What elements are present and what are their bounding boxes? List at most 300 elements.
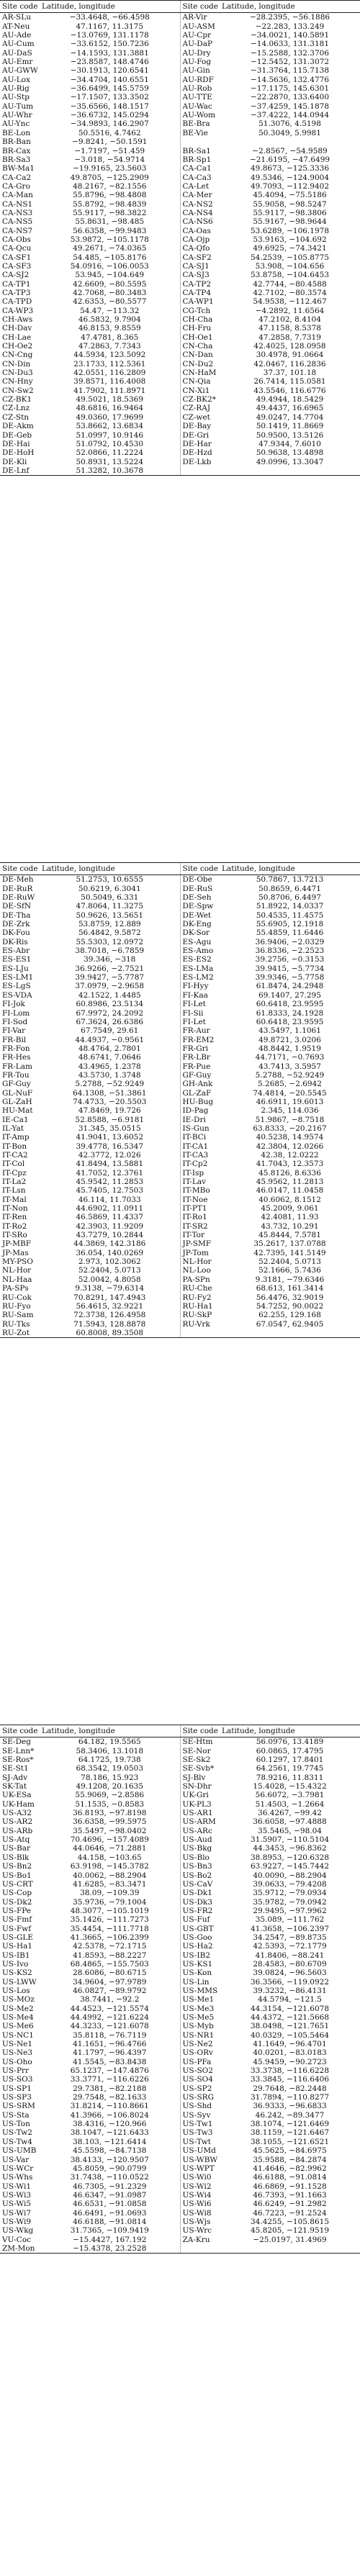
site-code-cell: SE-Deg: [2, 1737, 31, 1747]
site-code-cell: CN-Dan: [180, 351, 220, 359]
lat-lon-cell: 46.114, 11.7033: [78, 1195, 141, 1204]
lat-lon-cell: 50.4535, 11.4575: [256, 910, 324, 920]
site-code-cell: CN-HaM: [180, 369, 220, 377]
site-code-cell: CA-Obs: [2, 235, 31, 244]
table-row: [0, 2244, 360, 2254]
lat-lon-cell: 46.7393, −91.1663: [253, 2190, 327, 2200]
table-row: [0, 209, 360, 217]
lat-lon-cell: 49.8673, −125.3336: [251, 164, 329, 173]
site-code-cell: US-AR2: [2, 1817, 33, 1827]
lat-lon-cell: 41.7043, 12.3573: [256, 1160, 324, 1169]
site-code-cell: IT-La2: [2, 1178, 27, 1187]
lat-lon-cell: 52.8588, −6.9181: [75, 1115, 145, 1124]
site-code-cell: SE-Nor: [180, 1747, 220, 1755]
site-code-cell: US-Atq: [2, 1835, 30, 1845]
site-code-cell: US-Dk3: [180, 1898, 220, 1907]
table-row: [0, 1018, 360, 1026]
table-row: [0, 1311, 360, 1319]
site-code-cell: US-MOz: [2, 1995, 35, 2005]
table-row: [0, 324, 360, 333]
site-code-cell: DE-RuS: [180, 885, 220, 893]
site-code-cell: US-Wi4: [180, 2191, 220, 2200]
site-code-cell: DE-Akm: [2, 422, 34, 431]
site-code-cell: US-Wi8: [180, 2209, 220, 2218]
site-code-cell: US-Me2: [2, 2004, 34, 2013]
table-row: [0, 395, 360, 404]
lat-lon-cell: 41.3966, −106.8024: [70, 2110, 149, 2120]
lat-lon-cell: 55.9069, −2.8586: [75, 1791, 145, 1800]
site-code-cell: FR-Bil: [2, 1035, 27, 1044]
site-code-cell: DK-Ris: [2, 937, 28, 946]
lat-lon-cell: 47.2863, 7.7343: [78, 342, 141, 351]
table-row: [0, 1942, 360, 1951]
lat-lon-cell: 36.9266, −2.7521: [75, 964, 145, 973]
lat-lon-cell: 50.5049, 6.331: [81, 893, 139, 903]
lat-lon-cell: 67.7549, 29.61: [81, 1026, 139, 1036]
table-row: [0, 1737, 360, 1747]
lat-lon-cell: 45.8444, 7.5781: [258, 1231, 321, 1240]
table-row: [0, 964, 360, 973]
site-code-cell: BE-Vie: [180, 129, 220, 137]
lat-lon-cell: 51.4503, −1.2664: [255, 1799, 325, 1809]
lat-lon-cell: 5.2788, −52.9249: [255, 1070, 325, 1080]
table-row: [0, 280, 360, 289]
table-row: [0, 351, 360, 359]
table-row: [0, 875, 360, 885]
site-code-cell: IT-MBo: [180, 1186, 220, 1195]
site-code-cell: US-Fmf: [2, 1915, 32, 1925]
table-row: [0, 982, 360, 990]
site-code-cell: US-SRG: [180, 2093, 220, 2102]
site-code-cell: GH-Ank: [180, 1080, 220, 1088]
site-code-cell: US-PFa: [180, 2058, 220, 2066]
site-code-cell: US-WPT: [180, 2164, 220, 2173]
site-code-cell: US-Lin: [180, 1978, 220, 1987]
table-row: [0, 84, 360, 93]
table-row: [0, 1898, 360, 1907]
table-row: [0, 2013, 360, 2022]
lat-lon-cell: 40.0329, −105.5464: [251, 2030, 329, 2040]
table-row: [0, 1862, 360, 1871]
table-row: [0, 129, 360, 137]
site-code-cell: CA-Qcu: [2, 244, 32, 253]
lat-lon-cell: 35.5497, −98.0402: [73, 1826, 147, 1835]
lat-lon-cell: 42.38, 12.0222: [261, 1151, 319, 1160]
lat-lon-cell: 67.3624, 26.6386: [76, 1017, 143, 1026]
site-code-cell: US-Wrc: [180, 2226, 220, 2235]
site-code-cell: AU-GWW: [2, 66, 38, 76]
lat-lon-cell: 49.1208, 20.1635: [76, 1782, 143, 1791]
site-code-cell: IE-Ca1: [2, 1115, 29, 1124]
site-code-cell: NL-Haa: [2, 1275, 32, 1284]
lat-lon-cell: 39.0633, −79.4208: [253, 1879, 327, 1889]
table-row: [0, 2005, 360, 2013]
table-row: [0, 1782, 360, 1791]
site-code-cell: IT-Ren: [2, 1213, 27, 1222]
lat-lon-cell: 45.8205, −121.9519: [251, 2226, 329, 2236]
site-code-cell: IT-Cp2: [180, 1160, 220, 1168]
site-code-cell: CA-SF3: [2, 261, 32, 271]
site-code-cell: SJ-Blv: [180, 1773, 220, 1782]
lat-lon-cell: 39.2756, −0.3153: [255, 955, 325, 964]
site-code-cell: BE-Bra: [180, 119, 220, 128]
table-row: [0, 1809, 360, 1817]
site-code-cell: US-CaV: [180, 1880, 220, 1889]
table-row: [0, 1329, 360, 1338]
lat-lon-cell: 45.8126, 8.6336: [258, 1168, 321, 1178]
table-row: [0, 2111, 360, 2120]
lat-lon-header: Latitude, longitude: [220, 1725, 360, 1737]
table-row: [0, 2173, 360, 2182]
site-code-cell: US-Bar: [2, 1844, 30, 1853]
site-code-cell: FR-Aur: [180, 1026, 220, 1035]
table-row: [0, 164, 360, 173]
site-code-cell: FR-Tou: [2, 1070, 30, 1080]
lat-lon-cell: 46.6347, −91.0987: [73, 2190, 147, 2200]
lat-lon-cell: 74.4814, −20.5545: [253, 1088, 327, 1098]
lat-lon-cell: 46.7223, −91.2524: [253, 2208, 327, 2218]
lat-lon-cell: 68.613, 161.3414: [256, 1284, 324, 1293]
site-code-cell: GL-NuF: [2, 1088, 33, 1098]
lat-lon-cell: 43.5497, 1.1061: [258, 1026, 321, 1036]
lat-lon-cell: −3.018, −54.9714: [74, 155, 145, 164]
lat-lon-cell: 45.5598, −84.7138: [73, 2146, 147, 2156]
table-row: [0, 111, 360, 119]
table-row: [0, 1880, 360, 1889]
lat-lon-cell: 64.2561, 19.7745: [256, 1764, 324, 1773]
site-code-cell: US-Syv: [180, 2111, 220, 2120]
lat-lon-cell: 38.103, −121.6414: [73, 2137, 147, 2146]
table-row: [0, 946, 360, 955]
lat-lon-cell: 53.9163, −104.692: [253, 235, 327, 244]
site-code-cell: ES-VDA: [2, 990, 32, 1000]
table-row: [0, 1106, 360, 1115]
site-code-cell: GF-Guy: [2, 1080, 31, 1089]
lat-lon-cell: 41.7052, 12.3761: [76, 1168, 143, 1178]
site-code-cell: IT-CA1: [180, 1142, 220, 1151]
site-code-cell: US-Dk2: [2, 1897, 32, 1907]
site-code-cell: DE-Spw: [180, 902, 220, 910]
table-row: [0, 431, 360, 440]
site-code-cell: AU-Wom: [180, 111, 220, 119]
lat-lon-cell: 34.2547, −89.8735: [253, 1933, 327, 1942]
site-code-cell: US-Ton: [2, 2120, 30, 2129]
lat-lon-cell: 53.8759, 12.889: [78, 920, 141, 929]
site-code-cell: IT-Ro1: [180, 1213, 220, 1221]
lat-lon-cell: 47.9344, 7.6010: [258, 439, 321, 448]
lat-lon-cell: 46.5832, 9.7904: [78, 315, 141, 325]
site-code-cell: CA-NS1: [2, 199, 33, 209]
lat-lon-cell: 5.2685, −2.6942: [258, 1080, 322, 1089]
site-code-cell: US-Bn3: [180, 1862, 220, 1871]
site-code-cell: CN-Cng: [2, 351, 33, 360]
lat-lon-cell: 55.9117, −98.3822: [73, 208, 147, 217]
lat-lon-cell: 53.8662, 13.6834: [76, 422, 143, 431]
lat-lon-cell: 34.9604, −97.9789: [73, 1977, 147, 1987]
lat-lon-cell: 47.8469, 19.726: [78, 1106, 141, 1116]
site-code-cell: FI-Hyy: [180, 982, 220, 990]
site-code-cell: US-ORv: [180, 2048, 220, 2057]
site-code-cell: US-Ha1: [2, 1942, 33, 1951]
site-code-cell: NL-Hor: [180, 1257, 220, 1266]
lat-lon-cell: 48.4764, 2.7801: [78, 1044, 141, 1053]
lat-lon-cell: 68.4865, −155.7503: [70, 1959, 149, 1969]
lat-lon-cell: 41.5545, −83.8438: [73, 2057, 147, 2066]
site-code-cell: US-Bn2: [2, 1862, 32, 1871]
site-code-cell: CA-Let: [180, 182, 220, 191]
lat-lon-cell: 5.2788, −52.9249: [75, 1080, 145, 1089]
lat-lon-cell: 38.7441, −92.2: [80, 1995, 140, 2005]
site-code-cell: CH-Lae: [2, 333, 32, 342]
lat-lon-cell: 70.4696, −157.4089: [70, 1835, 149, 1845]
site-code-cell: IT-SR2: [180, 1222, 220, 1231]
lat-lon-cell: 33.3771, −116.6226: [70, 2075, 149, 2084]
lat-lon-cell: 40.5238, 14.9574: [256, 1133, 324, 1142]
site-code-cell: FR-Gri: [180, 1044, 220, 1053]
table-row: [0, 1302, 360, 1311]
table-row: [0, 1266, 360, 1275]
site-code-cell: FR-EM2: [180, 1036, 220, 1044]
site-code-cell: US-SRM: [2, 2102, 35, 2111]
lat-lon-cell: 42.5378, −72.1715: [73, 1942, 147, 1951]
table-row: [0, 22, 360, 31]
lat-lon-cell: 71.5943, 128.8878: [73, 1319, 146, 1329]
table-row: [0, 1951, 360, 1960]
table-row: [0, 307, 360, 315]
site-code-cell: AU-Fog: [180, 58, 220, 66]
lat-lon-cell: 53.9872, −105.1178: [70, 235, 149, 244]
lat-lon-cell: 40.0201, −83.0183: [253, 2048, 327, 2058]
lat-lon-cell: 49.0996, 13.3047: [256, 457, 324, 466]
site-code-cell: US-Ne1: [2, 2040, 33, 2049]
lat-lon-cell: 72.3738, 126.4958: [73, 1311, 146, 1320]
site-code-cell: FR-Hes: [2, 1053, 31, 1062]
lat-lon-cell: −15.4427, 167.192: [73, 2235, 147, 2244]
lat-lon-cell: 44.5934, 123.5092: [73, 351, 146, 360]
site-code-cell: US-SP2: [180, 2084, 220, 2093]
lat-lon-cell: 31.7365, −109.9419: [70, 2226, 149, 2236]
table-row: [0, 76, 360, 84]
site-code-cell: IT-Noe: [180, 1196, 220, 1204]
site-code-cell: DE-Obe: [180, 875, 220, 885]
site-code-cell: CA-TP1: [2, 279, 31, 289]
site-code-cell: IE-Dri: [180, 1116, 220, 1124]
table-row: [0, 1133, 360, 1142]
lat-lon-cell: 38.4133, −120.9507: [70, 2155, 149, 2164]
site-code-cell: US-IB1: [2, 1951, 30, 1960]
table-row: [0, 1151, 360, 1160]
lat-lon-cell: 50.9638, 13.4898: [256, 448, 324, 458]
site-code-cell: RU-Ha1: [180, 1302, 220, 1311]
lat-lon-cell: 63.9227, −145.7442: [251, 1862, 329, 1871]
lat-lon-cell: 54.0916, −106.0053: [70, 261, 149, 271]
site-code-cell: HU-Mat: [2, 1106, 33, 1116]
lat-lon-cell: [220, 1329, 360, 1338]
lat-lon-cell: 55.8792, −98.4839: [73, 199, 147, 209]
table-row: [0, 973, 360, 982]
site-code-cell: CA-TPD: [2, 297, 32, 307]
table-row: [0, 1925, 360, 1933]
lat-lon-cell: 42.7744, −80.4588: [253, 279, 327, 289]
site-code-cell: AU-Cpr: [180, 31, 220, 40]
lat-lon-cell: 38.7018, −6.7859: [75, 946, 145, 956]
lat-lon-cell: 44.158, −103.65: [77, 1853, 142, 1862]
site-code-cell: GL-ZaF: [180, 1089, 220, 1098]
site-code-cell: IT-Mal: [2, 1195, 27, 1204]
site-code-cell: AR-SLu: [2, 13, 31, 22]
lat-lon-cell: 39.8571, 116.4008: [73, 377, 146, 387]
site-code-cell: RU-Cok: [2, 1293, 32, 1302]
site-code-cell: SN-Dhr: [180, 1782, 220, 1791]
lat-lon-cell: 44.4372, −121.5668: [251, 2013, 329, 2022]
site-code-cell: CZ-wet: [180, 413, 220, 422]
lat-lon-cell: −2.8567, −54.9589: [252, 146, 328, 155]
site-code-cell: AU-Tum: [2, 101, 34, 111]
site-code-cell: ZM-Mon: [0, 2244, 40, 2254]
site-code-cell: NL-Loo: [180, 1266, 220, 1275]
site-code-cell: JP-Mas: [2, 1248, 29, 1257]
lat-lon-cell: 47.2858, 7.7319: [258, 333, 321, 342]
lat-lon-cell: 68.3542, 19.0503: [76, 1764, 143, 1773]
lat-lon-cell: 47.8064, 11.3275: [76, 902, 143, 911]
lat-lon-cell: 41.4646, −82.9962: [253, 2164, 327, 2173]
lat-lon-cell: 42.1522, 1.4485: [78, 990, 141, 1000]
site-code-cell: [180, 1329, 220, 1338]
lat-lon-cell: −14.0633, 131.3181: [251, 40, 329, 49]
site-code-cell: [180, 137, 220, 146]
site-code-header: Site code: [0, 863, 40, 875]
site-code-cell: FI-Lom: [2, 1008, 30, 1018]
site-code-cell: DE-Lkb: [180, 458, 220, 466]
site-code-cell: DE-SfN: [2, 902, 32, 911]
site-code-cell: FR-Pue: [180, 1062, 220, 1071]
lat-lon-cell: 35.8118, −76.7119: [73, 2030, 147, 2040]
table-row: [0, 1747, 360, 1755]
site-code-cell: DK-Sor: [180, 928, 220, 937]
site-code-cell: DE-Geb: [2, 430, 32, 440]
lat-lon-cell: 23.1733, 112.5361: [73, 359, 146, 369]
site-code-cell: RU-Sam: [2, 1311, 34, 1320]
lat-lon-cell: [220, 137, 360, 146]
lat-lon-cell: 48.3077, −105.1019: [70, 1906, 149, 1915]
table-row: [0, 1827, 360, 1835]
table-row: [0, 1062, 360, 1071]
table-row: [0, 2191, 360, 2200]
lat-lon-cell: 33.3738, −116.6228: [251, 2066, 329, 2076]
lat-lon-cell: 35.089, −111.762: [255, 1915, 325, 1925]
lat-lon-cell: 44.4992, −121.6224: [70, 2013, 149, 2022]
lat-lon-cell: 41.8406, −88.241: [255, 1951, 325, 1960]
lat-lon-cell: −23.8587, 148.4746: [70, 58, 149, 67]
site-code-cell: US-Me4: [2, 2013, 34, 2022]
table-row: [0, 377, 360, 386]
site-code-cell: US-Me5: [180, 2013, 220, 2022]
lat-lon-cell: 56.0976, 13.4189: [256, 1737, 324, 1747]
site-code-cell: CA-Qfo: [180, 244, 220, 253]
table-row: [0, 253, 360, 262]
site-code-cell: UK-ESa: [2, 1791, 32, 1800]
lat-lon-cell: 38.8953, −120.6328: [251, 1853, 329, 1862]
site-code-cell: CZ-RAJ: [180, 404, 220, 412]
lat-lon-cell: 38.1047, −121.6433: [70, 2128, 149, 2138]
site-code-cell: US-FPe: [2, 1906, 32, 1915]
table-row: [0, 911, 360, 920]
table-row: [0, 1800, 360, 1809]
site-table: [0, 0, 360, 476]
table-row: [0, 1293, 360, 1302]
lat-lon-cell: 40.6062, 8.1512: [258, 1195, 321, 1204]
lat-lon-cell: 46.6249, −91.2982: [253, 2200, 327, 2209]
site-code-cell: CA-Ca1: [180, 164, 220, 173]
lat-lon-cell: 38.0498, −121.7651: [251, 2022, 329, 2031]
lat-lon-cell: 34.4255, −105.8615: [251, 2217, 329, 2226]
lat-lon-cell: −1.7197, −51.459: [74, 146, 145, 155]
site-code-cell: SK-Tat: [2, 1782, 27, 1791]
table-row: [0, 1142, 360, 1151]
site-code-cell: US-LWW: [2, 1977, 37, 1987]
lat-lon-cell: 53.6289, −106.1978: [251, 226, 329, 235]
site-code-cell: DE-Tha: [2, 910, 31, 920]
site-code-cell: DE-Har: [180, 440, 220, 448]
lat-lon-cell: −28.2395, −56.1886: [249, 13, 330, 22]
lat-lon-cell: 36.6058, −97.4888: [253, 1817, 327, 1827]
lat-lon-cell: 41.8494, 13.5881: [76, 1160, 143, 1169]
site-code-cell: CA-Ca2: [2, 173, 32, 182]
lat-lon-cell: 38.09, −109.39: [80, 1889, 140, 1898]
lat-lon-cell: 9.3138, −79.6314: [75, 1284, 145, 1293]
table-row: [0, 2066, 360, 2075]
site-code-cell: BR-Cax: [2, 146, 31, 155]
site-code-cell: IT-Bon: [2, 1142, 27, 1151]
lat-lon-cell: −36.6499, 145.5759: [70, 84, 149, 94]
lat-lon-cell: 39.9346, −5.7758: [255, 973, 325, 982]
table-block: [0, 862, 360, 1338]
lat-lon-cell: 51.8922, 14.0337: [256, 902, 324, 911]
site-code-cell: UK-PL3: [180, 1800, 220, 1809]
lat-lon-cell: 47.1167, 11.3175: [76, 22, 143, 31]
lat-lon-cell: 36.054, 140.0269: [76, 1248, 143, 1257]
site-code-cell: RU-Fyo: [2, 1301, 31, 1311]
site-code-cell: IT-CA3: [180, 1151, 220, 1160]
table-row: [0, 1249, 360, 1257]
site-code-cell: DE-Bay: [180, 422, 220, 430]
lat-lon-cell: −13.0769, 131.1178: [70, 31, 149, 40]
lat-lon-cell: 56.4615, 32.9221: [76, 1301, 143, 1311]
site-code-cell: RU-Tks: [2, 1319, 30, 1329]
lat-lon-cell: 54.2539, −105.8775: [251, 253, 329, 262]
lat-lon-cell: 46.6911, 19.6013: [256, 1097, 324, 1106]
site-code-cell: FR-Lam: [2, 1062, 32, 1071]
lat-lon-cell: 37.37, 101.18: [263, 369, 317, 378]
lat-lon-cell: 50.6219, 6.3041: [78, 884, 141, 893]
lat-lon-cell: 44.4523, −121.5574: [70, 2004, 149, 2013]
site-code-cell: PA-SPs: [2, 1284, 29, 1293]
lat-lon-cell: 40.0090, −88.2904: [253, 1871, 327, 1880]
table-row: [0, 2120, 360, 2128]
site-table: [0, 1725, 360, 2254]
lat-lon-cell: 36.8336, −2.2523: [255, 946, 325, 956]
site-code-cell: ES-LMa: [180, 964, 220, 973]
lat-lon-cell: 55.5303, 12.0972: [76, 937, 143, 946]
lat-lon-cell: 74.4733, −20.5503: [73, 1097, 147, 1106]
lat-lon-cell: 47.2102, 8.4104: [258, 315, 321, 325]
site-code-cell: US-Shd: [180, 2102, 220, 2110]
table-row: [0, 1231, 360, 1239]
lat-lon-cell: 64.1725, 19.738: [78, 1755, 141, 1765]
site-code-cell: CA-WP1: [180, 297, 220, 306]
table-row: [0, 2146, 360, 2155]
lat-lon-cell: 46.8153, 9.8559: [78, 324, 141, 333]
